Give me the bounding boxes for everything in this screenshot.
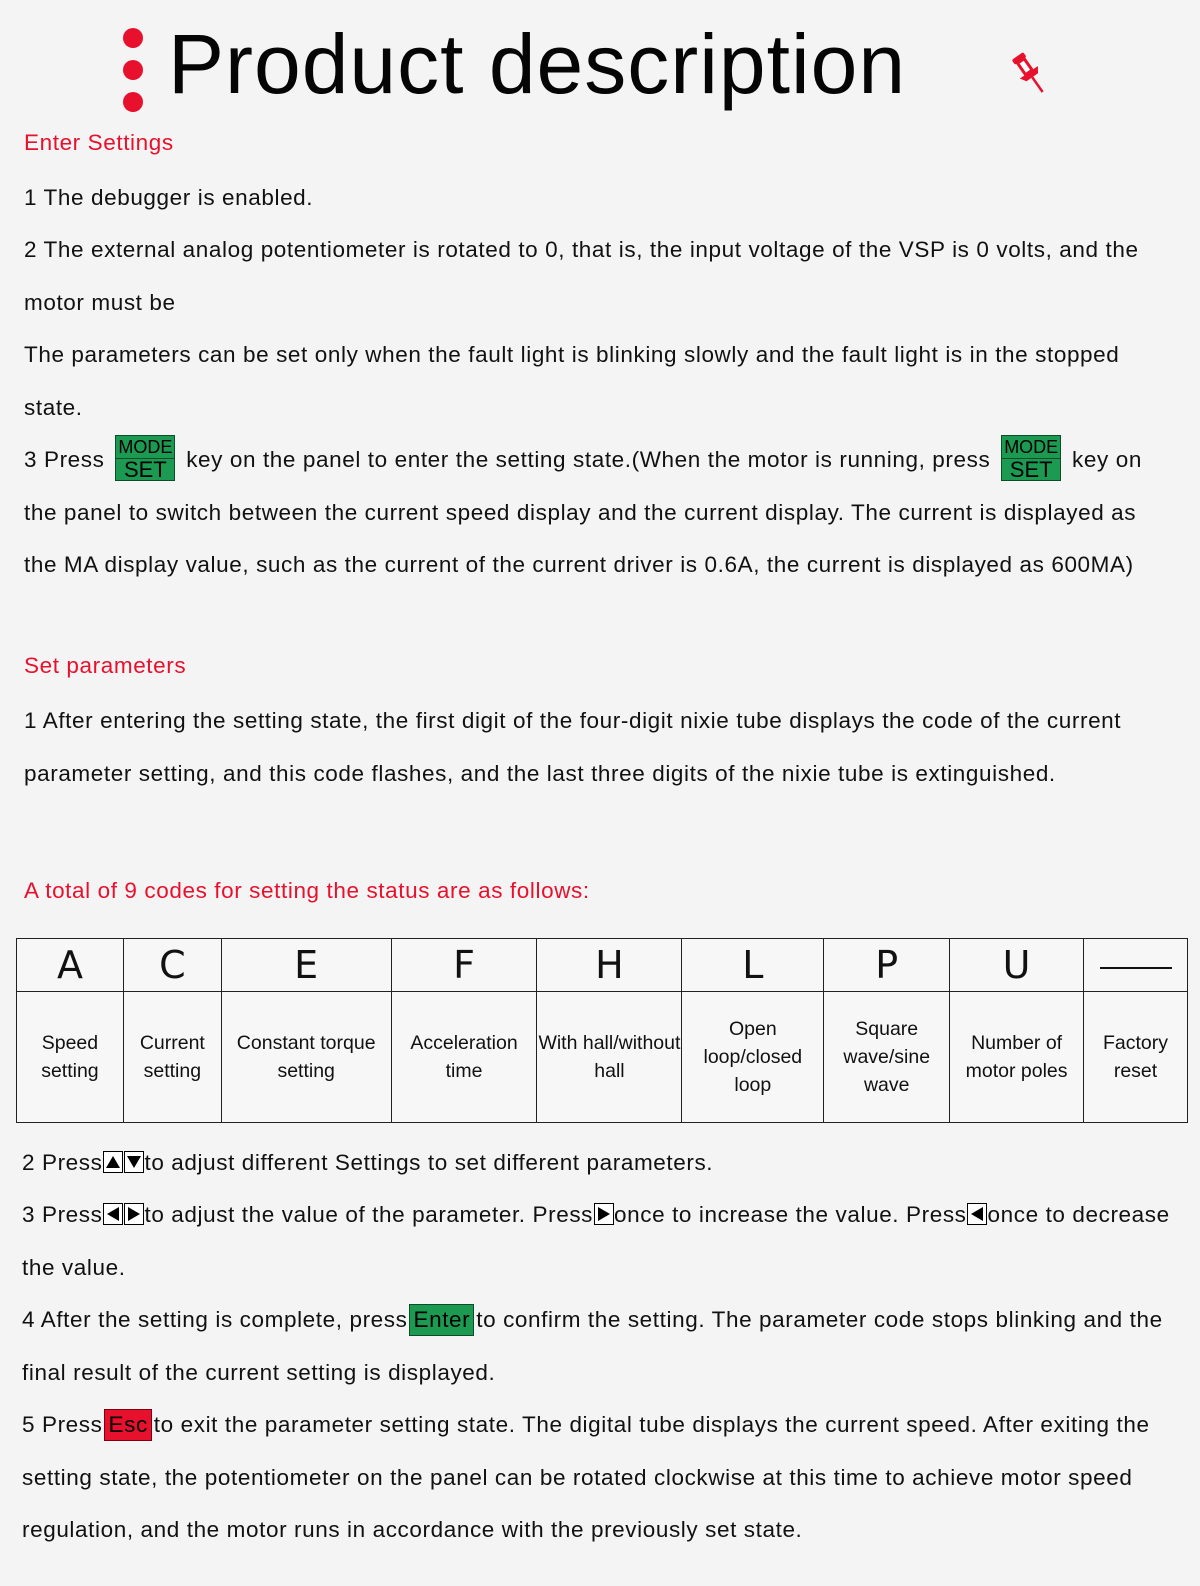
set-key-label: SET <box>123 457 167 482</box>
step-5-press-text: 5 Press <box>22 1412 103 1437</box>
code-cell: F <box>391 939 537 992</box>
code-cell: H <box>537 939 682 992</box>
enter-key: Enter <box>409 1304 474 1336</box>
page-title: Product description <box>168 17 907 111</box>
step-2-rest-text: to adjust different Settings to set different parameters. <box>144 1150 714 1175</box>
description-cell: Square wave/sine wave <box>824 992 950 1123</box>
enter-settings-step-3 <box>24 434 1174 592</box>
title-block <box>0 14 1200 124</box>
pushpin-icon <box>1010 44 1050 104</box>
instruction-step-2 <box>22 1137 1172 1190</box>
code-cell: U <box>950 939 1084 992</box>
step-2-press-text: 2 Press <box>22 1150 103 1175</box>
instruction-step-3 <box>22 1189 1172 1294</box>
instruction-step-4 <box>22 1294 1172 1399</box>
colon-dots-icon <box>123 28 143 112</box>
set-key-label-2: SET <box>1009 457 1053 482</box>
code-cell: E <box>221 939 391 992</box>
description-cell: Number of motor poles <box>950 992 1084 1123</box>
step-3-middle-text: key on the panel to enter the setting state.(When the motor is running, press <box>186 447 991 472</box>
arrow-right-key-icon <box>594 1203 614 1225</box>
step-3b-decrease-text: once to decrease the value. <box>22 1202 1170 1280</box>
code-cell: A <box>17 939 124 992</box>
arrow-left-key-icon <box>103 1203 123 1225</box>
description-cell: Factory reset <box>1084 992 1188 1123</box>
step-3b-increase-text: once to increase the value. Press <box>614 1202 967 1227</box>
description-cell: Speed setting <box>17 992 124 1123</box>
description-cell: Acceleration time <box>391 992 537 1123</box>
arrow-up-key-icon <box>103 1151 123 1173</box>
arrow-down-key-icon <box>124 1151 144 1173</box>
codes-heading: A total of 9 codes for setting the status are as follows: <box>24 878 590 903</box>
mode-set-key-2 <box>1001 435 1061 481</box>
step-3b-mid-text: to adjust the value of the parameter. Press <box>144 1202 594 1227</box>
arrow-left-key-icon <box>967 1203 987 1225</box>
mode-key-label-2: MODE <box>1004 437 1059 457</box>
code-cell: L <box>682 939 824 992</box>
dash-symbol <box>1100 967 1172 969</box>
enter-settings-step-2: 2 The external analog potentiometer is rotated to 0, that is, the input voltage of the VSP is 0 volts, and the motor must be <box>24 237 1139 315</box>
esc-key: Esc <box>104 1409 151 1441</box>
step-3-end-text: key on the panel to switch between the current speed display and the current display. The current is displayed as the MA display value, such as the current of the current driver is 0.6A, the current is displayed as 600MA) <box>24 447 1142 577</box>
step-4-press-text: 4 After the setting is complete, press <box>22 1307 408 1332</box>
codes-table <box>16 938 1188 1123</box>
set-parameters-heading: Set parameters <box>24 653 187 678</box>
enter-settings-heading: Enter Settings <box>24 130 174 155</box>
step-5-rest-text: to exit the parameter setting state. The digital tube displays the current speed. After exiting the setting state, the potentiometer on the panel can be rotated clockwise at this time to achieve motor speed regulation, and the motor runs in accordance with the previously set state. <box>22 1412 1150 1542</box>
arrow-right-key-icon <box>124 1203 144 1225</box>
code-cell: P <box>824 939 950 992</box>
codes-header-row <box>17 939 1188 992</box>
code-cell: C <box>123 939 221 992</box>
mode-set-key <box>115 435 175 481</box>
codes-description-row <box>17 992 1188 1123</box>
description-cell: Open loop/closed loop <box>682 992 824 1123</box>
mode-key-label: MODE <box>118 437 173 457</box>
description-cell: Current setting <box>123 992 221 1123</box>
step-4-rest-text: to confirm the setting. The parameter code stops blinking and the final result of the current setting is displayed. <box>22 1307 1163 1385</box>
code-cell-dash <box>1084 939 1188 992</box>
description-cell: Constant torque setting <box>221 992 391 1123</box>
instruction-step-5 <box>22 1399 1172 1557</box>
step-3-press-text: 3 Press <box>24 447 105 472</box>
description-cell: With hall/without hall <box>537 992 682 1123</box>
enter-settings-step-1: 1 The debugger is enabled. <box>24 185 314 210</box>
set-parameters-step-1: 1 After entering the setting state, the first digit of the four-digit nixie tube displays the code of the current parameter setting, and this code flashes, and the last three digits of the nixie tube is extinguished. <box>24 708 1122 786</box>
step-3b-press-text: 3 Press <box>22 1202 103 1227</box>
enter-settings-note: The parameters can be set only when the fault light is blinking slowly and the fault light is in the stopped state. <box>24 342 1120 420</box>
